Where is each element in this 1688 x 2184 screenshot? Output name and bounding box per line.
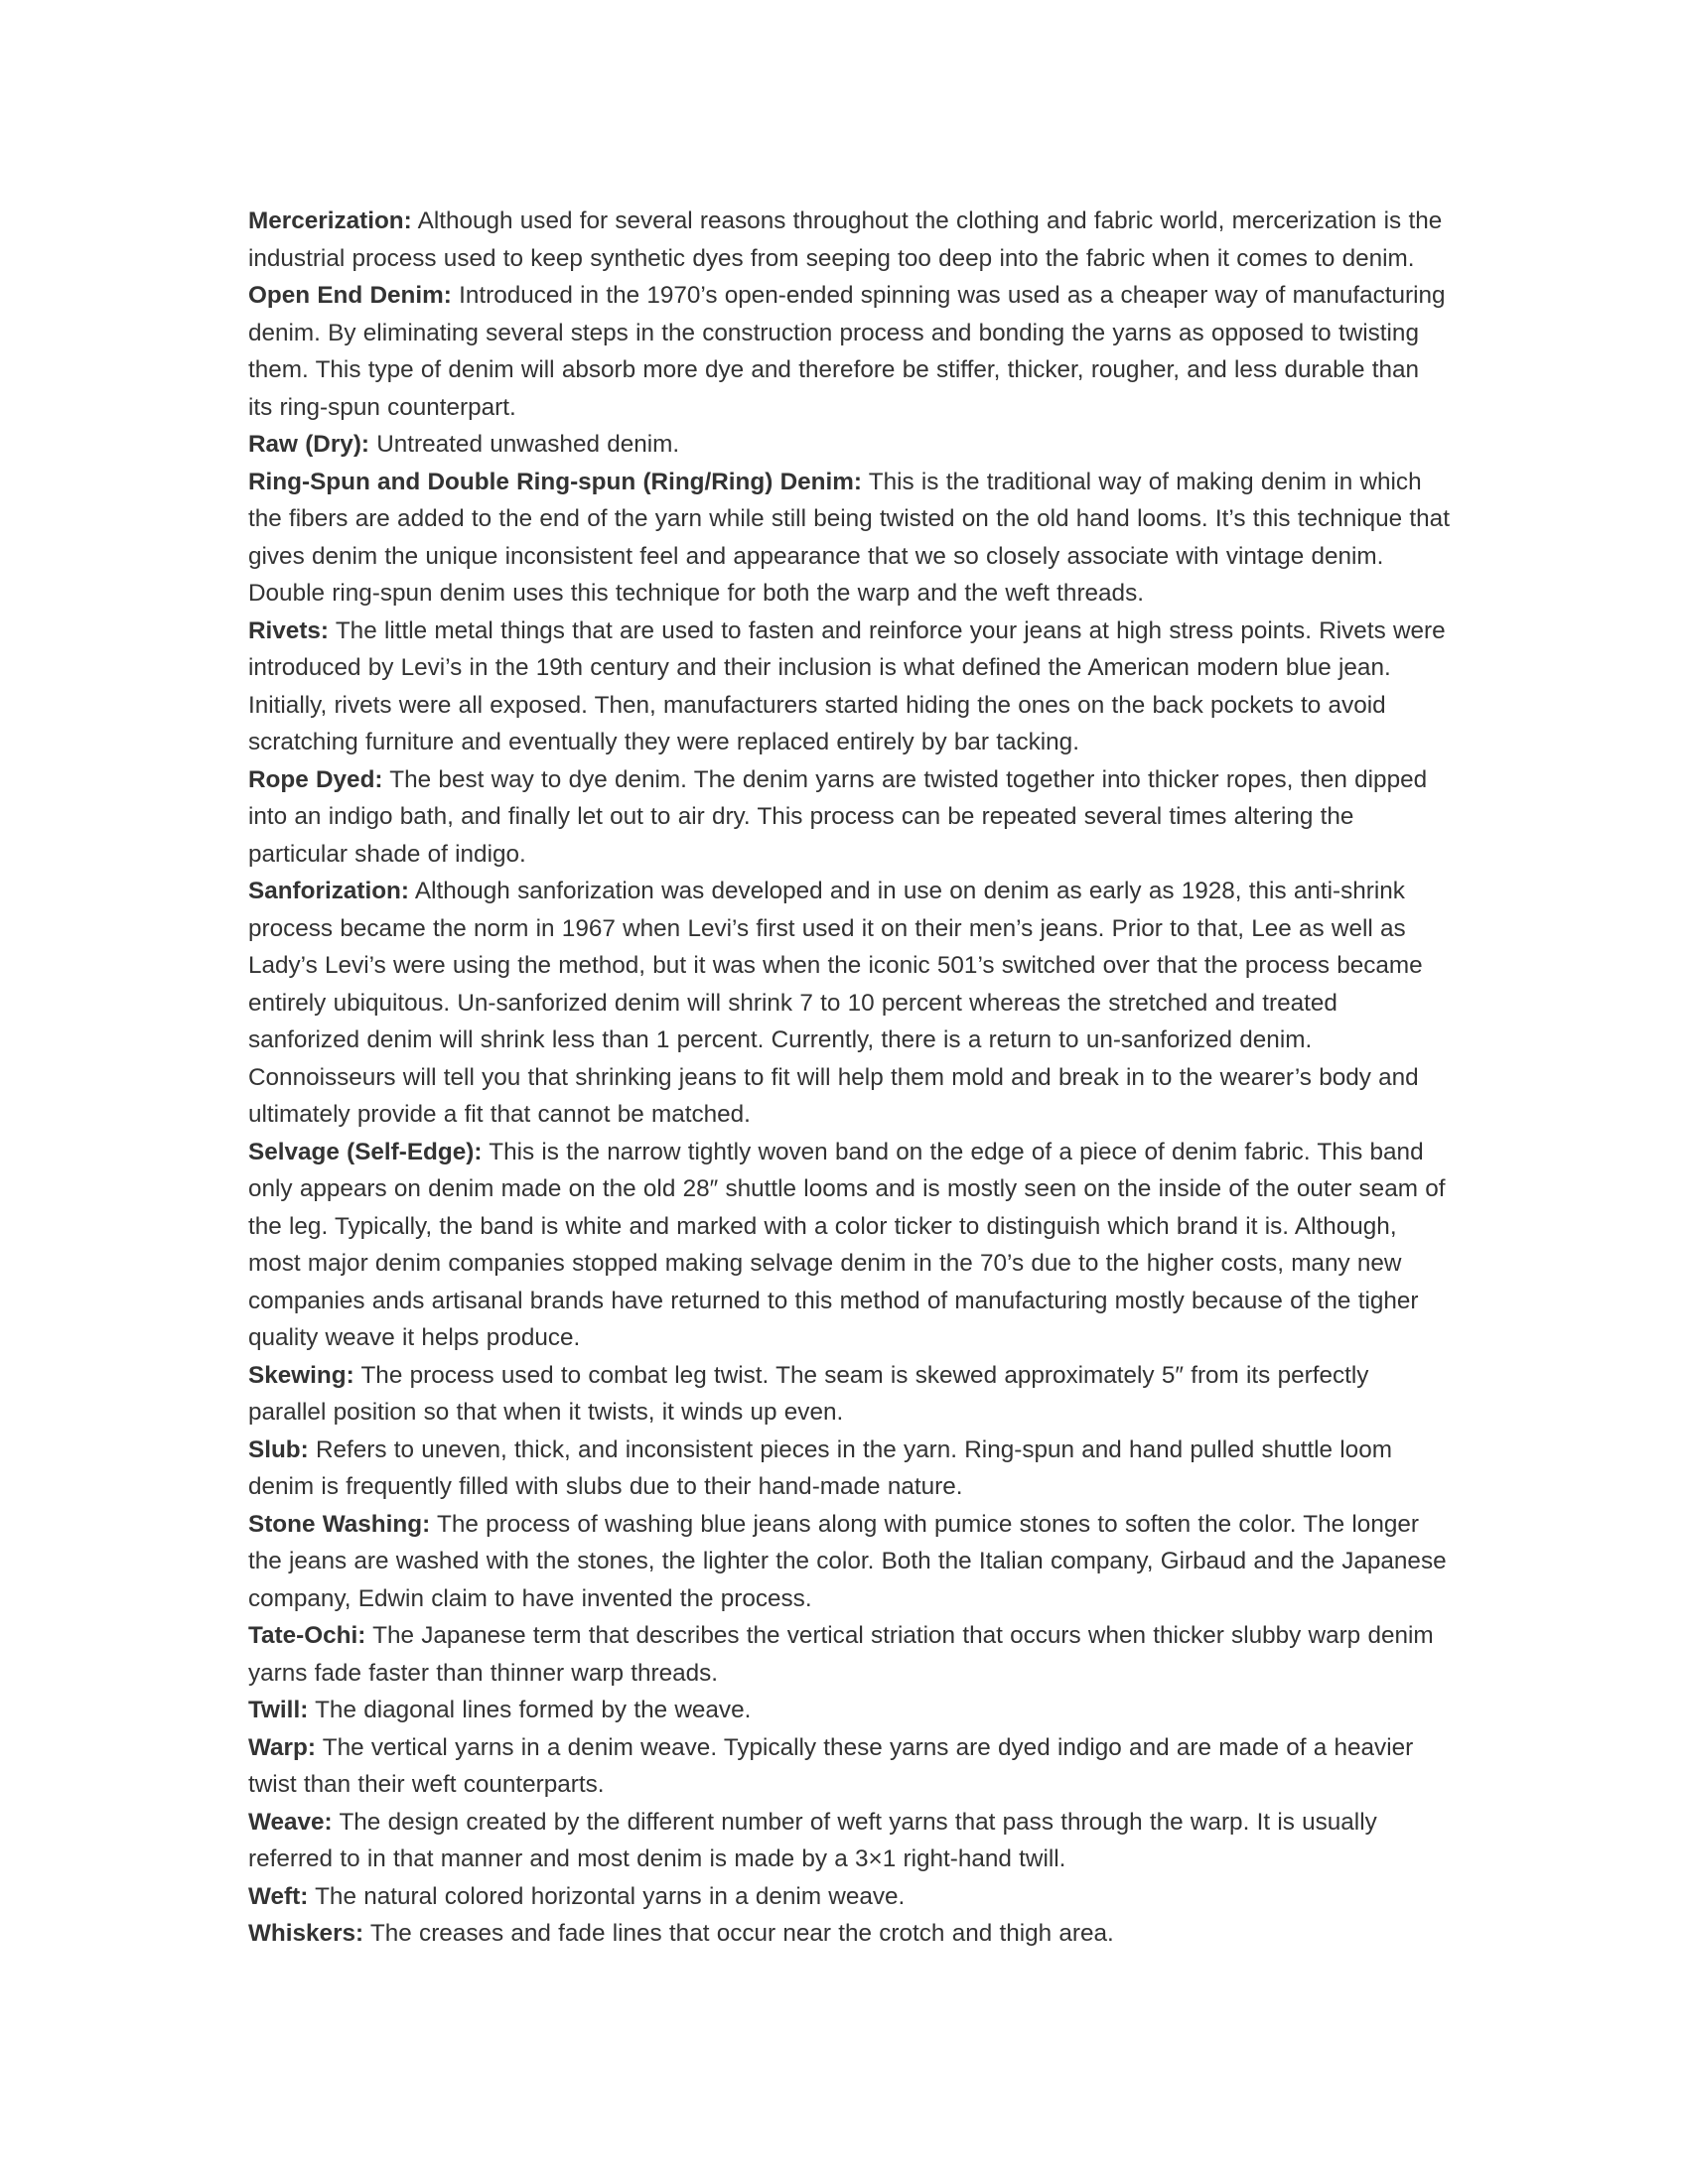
glossary-term: Rope Dyed: [248, 765, 383, 793]
glossary-entry-mercerization [248, 203, 1450, 277]
glossary-term: Mercerization: [248, 207, 412, 234]
glossary-term: Skewing: [248, 1361, 354, 1389]
glossary-term: Weave: [248, 1808, 333, 1836]
glossary-definition: Untreated unwashed denim. [369, 431, 680, 458]
glossary-definition: Although used for several reasons throughout the clothing and fabric world, mercerization is the industrial process used to keep synthetic dyes from seeping too deep into the fabric when it comes to denim. [248, 207, 1443, 272]
glossary-definition: The process used to combat leg twist. The seam is skewed approximately 5″ from its perfectly parallel position so that when it twists, it winds up even. [248, 1361, 1369, 1426]
glossary-term: Raw (Dry): [248, 431, 369, 458]
glossary-term: Open End Denim: [248, 282, 452, 309]
glossary-definition: The vertical yarns in a denim weave. Typically these yarns are dyed indigo and are made of a heavier twist than their weft counterparts. [248, 1733, 1414, 1798]
glossary-definition: The diagonal lines formed by the weave. [308, 1697, 752, 1723]
glossary-entry-tate-ochi [248, 1617, 1450, 1692]
glossary [248, 203, 1450, 1953]
glossary-term: Stone Washing: [248, 1510, 431, 1538]
glossary-entry-rivets [248, 613, 1450, 761]
glossary-term: Slub: [248, 1435, 309, 1463]
glossary-term: Tate-Ochi: [248, 1622, 366, 1649]
glossary-definition: The Japanese term that describes the vertical striation that occurs when thicker slubby warp denim yarns fade faster than thinner warp threads. [248, 1622, 1434, 1687]
glossary-term: Sanforization: [248, 878, 409, 904]
glossary-definition: Introduced in the 1970’s open-ended spinning was used as a cheaper way of manufacturing denim. By eliminating several steps in the construction process and bonding the yarns as opposed to twisting them. This type of denim will absorb more dye and therefore be stiffer, thicker, rougher, and less durable than its ring-spun counterpart. [248, 282, 1446, 421]
glossary-entry-ring-spun [248, 464, 1450, 613]
glossary-entry-warp [248, 1729, 1450, 1804]
glossary-definition: The best way to dye denim. The denim yarns are twisted together into thicker ropes, then dipped into an indigo bath, and finally let out to air dry. This process can be repeated several times altering the particular shade of indigo. [248, 765, 1428, 868]
glossary-entry-rope-dyed [248, 761, 1450, 874]
glossary-entry-twill [248, 1692, 1450, 1729]
glossary-definition: The creases and fade lines that occur near the crotch and thigh area. [363, 1920, 1114, 1947]
glossary-definition: The little metal things that are used to fasten and reinforce your jeans at high stress points. Rivets were introduced by Levi’s in the 19th century and their inclusion is what defined the American modern blue jean. Initially, rivets were all exposed. Then, manufacturers started hiding the ones on the back pockets to avoid scratching furniture and eventually they were replaced entirely by bar tacking. [248, 616, 1446, 755]
glossary-entry-selvage [248, 1134, 1450, 1357]
glossary-entry-slub [248, 1432, 1450, 1506]
glossary-term: Ring-Spun and Double Ring-spun (Ring/Ring) Denim: [248, 468, 862, 495]
glossary-entry-whiskers [248, 1915, 1450, 1953]
glossary-definition: The natural colored horizontal yarns in a denim weave. [308, 1882, 906, 1910]
glossary-term: Warp: [248, 1733, 316, 1761]
glossary-entry-open-end-denim [248, 277, 1450, 426]
glossary-entry-weave [248, 1804, 1450, 1878]
glossary-entry-stone-washing [248, 1506, 1450, 1618]
glossary-definition: This is the narrow tightly woven band on the edge of a piece of denim fabric. This band only appears on denim made on the old 28″ shuttle looms and is mostly seen on the inside of the outer seam of the leg. Typically, the band is white and marked with a color ticker to distinguish which brand it is. Although, most major denim companies stopped making selvage denim in the 70’s due to the higher costs, many new companies ands artisanal brands have returned to this method of manufacturing mostly because of the tigher quality weave it helps produce. [248, 1138, 1446, 1351]
glossary-term: Twill: [248, 1697, 309, 1723]
glossary-definition: The process of washing blue jeans along with pumice stones to soften the color. The longer the jeans are washed with the stones, the lighter the color. Both the Italian company, Girbaud and the Japanese company, Edwin claim to have invented the process. [248, 1510, 1447, 1612]
glossary-term: Weft: [248, 1882, 309, 1910]
glossary-term: Selvage (Self-Edge): [248, 1138, 483, 1165]
glossary-term: Rivets: [248, 616, 330, 644]
glossary-definition: Although sanforization was developed and in use on denim as early as 1928, this anti-shrink process became the norm in 1967 when Levi’s first used it on their men’s jeans. Prior to that, Lee as well as Lady’s Levi’s were using the method, but it was when the iconic 501’s switched over that the process became entirely ubiquitous. Un-sanforized denim will shrink 7 to 10 percent whereas the stretched and treated sanforized denim will shrink less than 1 percent. Currently, there is a return to un-sanforized denim. Connoisseurs will tell you that shrinking jeans to fit will help them mold and break in to the wearer’s body and ultimately provide a fit that cannot be matched. [248, 878, 1423, 1128]
glossary-entry-sanforization [248, 873, 1450, 1134]
glossary-entry-raw-dry [248, 426, 1450, 464]
glossary-term: Whiskers: [248, 1920, 364, 1947]
glossary-definition: The design created by the different number of weft yarns that pass through the warp. It is usually referred to in that manner and most denim is made by a 3×1 right-hand twill. [248, 1808, 1377, 1872]
glossary-entry-weft [248, 1878, 1450, 1916]
glossary-definition: This is the traditional way of making denim in which the fibers are added to the end of the yarn while still being twisted on the old hand looms. It’s this technique that gives denim the unique inconsistent feel and appearance that we so closely associate with vintage denim. Double ring-spun denim uses this technique for both the warp and the weft threads. [248, 468, 1450, 607]
glossary-entry-skewing [248, 1357, 1450, 1432]
glossary-definition: Refers to uneven, thick, and inconsistent pieces in the yarn. Ring-spun and hand pulled shuttle loom denim is frequently filled with slubs due to their hand-made nature. [248, 1435, 1392, 1500]
